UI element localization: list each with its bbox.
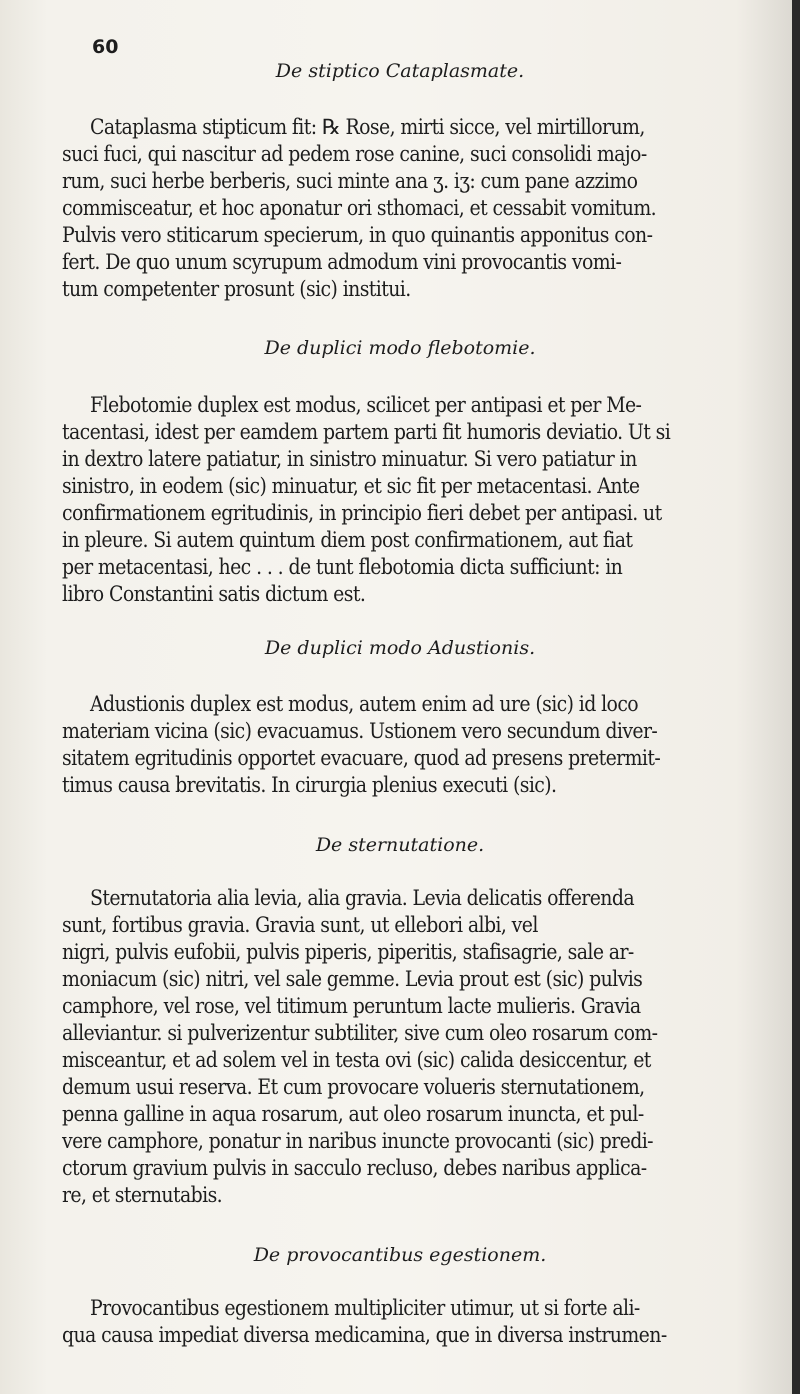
text-line: Pulvis vero stiticarum specierum, in quo quinantis apponitus con- bbox=[62, 223, 653, 247]
text-line: moniacum (sic) nitri, vel sale gemme. Levia prout est (sic) pulvis bbox=[62, 967, 643, 991]
text-line: in pleure. Si autem quintum diem post confirmationem, aut fiat bbox=[62, 528, 633, 552]
text-line: misceantur, et ad solem vel in testa ovi (sic) calida desiccentur, et bbox=[62, 1048, 651, 1072]
text-line: Adustionis duplex est modus, autem enim ad ure (sic) id loco bbox=[90, 692, 639, 716]
text-line: re, et sternutabis. bbox=[62, 1183, 223, 1207]
text-line: sitatem egritudinis opportet evacuare, quod ad presens pretermit- bbox=[62, 746, 661, 770]
section-heading: De stiptico Cataplasmate. bbox=[275, 60, 525, 82]
text-line: timus causa brevitatis. In cirurgia plenius executi (sic). bbox=[62, 773, 557, 797]
text-line: suci fuci, qui nascitur ad pedem rose canine, suci consolidi majo- bbox=[62, 142, 647, 166]
section-heading: De provocantibus egestionem. bbox=[253, 1244, 547, 1266]
text-line: camphore, vel rose, vel titimum peruntum lacte mulieris. Gravia bbox=[62, 994, 641, 1018]
text-line: Sternutatoria alia levia, alia gravia. Levia delicatis offerenda bbox=[90, 886, 635, 910]
section-heading: De duplici modo Adustionis. bbox=[264, 637, 536, 659]
section-heading: De duplici modo flebotomie. bbox=[264, 337, 536, 359]
text-line: sinistro, in eodem (sic) minuatur, et sic fit per metacentasi. Ante bbox=[62, 474, 640, 498]
text-line: Cataplasma stipticum fit: ℞ Rose, mirti sicce, vel mirtillorum, bbox=[90, 115, 645, 139]
text-line: in dextro latere patiatur, in sinistro minuatur. Si vero patiatur in bbox=[62, 447, 637, 471]
text-line: sunt, fortibus gravia. Gravia sunt, ut ellebori albi, vel bbox=[62, 913, 538, 937]
text-line: ctorum gravium pulvis in sacculo recluso, debes naribus applica- bbox=[62, 1156, 647, 1180]
text-line: tacentasi, idest per eamdem partem parti fit humoris deviatio. Ut si bbox=[62, 420, 671, 444]
text-line: materiam vicina (sic) evacuamus. Ustionem vero secundum diver- bbox=[62, 719, 658, 743]
text-line: vere camphore, ponatur in naribus inuncte provocanti (sic) predi- bbox=[62, 1129, 653, 1153]
section-heading: De sternutatione. bbox=[315, 834, 485, 856]
text-line: tum competenter prosunt (sic) institui. bbox=[62, 277, 411, 301]
page-edge-shadow bbox=[792, 0, 800, 1394]
text-line: Provocantibus egestionem multipliciter utimur, ut si forte ali- bbox=[90, 1296, 640, 1320]
text-line: qua causa impediat diversa medicamina, que in diversa instrumen- bbox=[62, 1323, 667, 1347]
text-line: nigri, pulvis eufobii, pulvis piperis, piperitis, stafisagrie, sale ar- bbox=[62, 940, 634, 964]
text-line: alleviantur. si pulverizentur subtiliter, sive cum oleo rosarum com- bbox=[62, 1021, 658, 1045]
page-number: 60 bbox=[92, 36, 119, 58]
text-line: confirmationem egritudinis, in principio fieri debet per antipasi. ut bbox=[62, 501, 662, 525]
text-line: fert. De quo unum scyrupum admodum vini provocantis vomi- bbox=[62, 250, 622, 274]
text-line: Flebotomie duplex est modus, scilicet per antipasi et per Me- bbox=[90, 393, 642, 417]
text-line: commisceatur, et hoc aponatur ori sthomaci, et cessabit vomitum. bbox=[62, 196, 657, 220]
text-line: libro Constantini satis dictum est. bbox=[62, 582, 366, 606]
text-line: rum, suci herbe berberis, suci minte ana ʒ. iʒ: cum pane azzimo bbox=[62, 169, 638, 193]
text-line: demum usui reserva. Et cum provocare volueris sternutationem, bbox=[62, 1075, 645, 1099]
text-line: penna galline in aqua rosarum, aut oleo rosarum inuncta, et pul- bbox=[62, 1102, 644, 1126]
text-line: per metacentasi, hec . . . de tunt flebotomia dicta sufficiunt: in bbox=[62, 555, 623, 579]
